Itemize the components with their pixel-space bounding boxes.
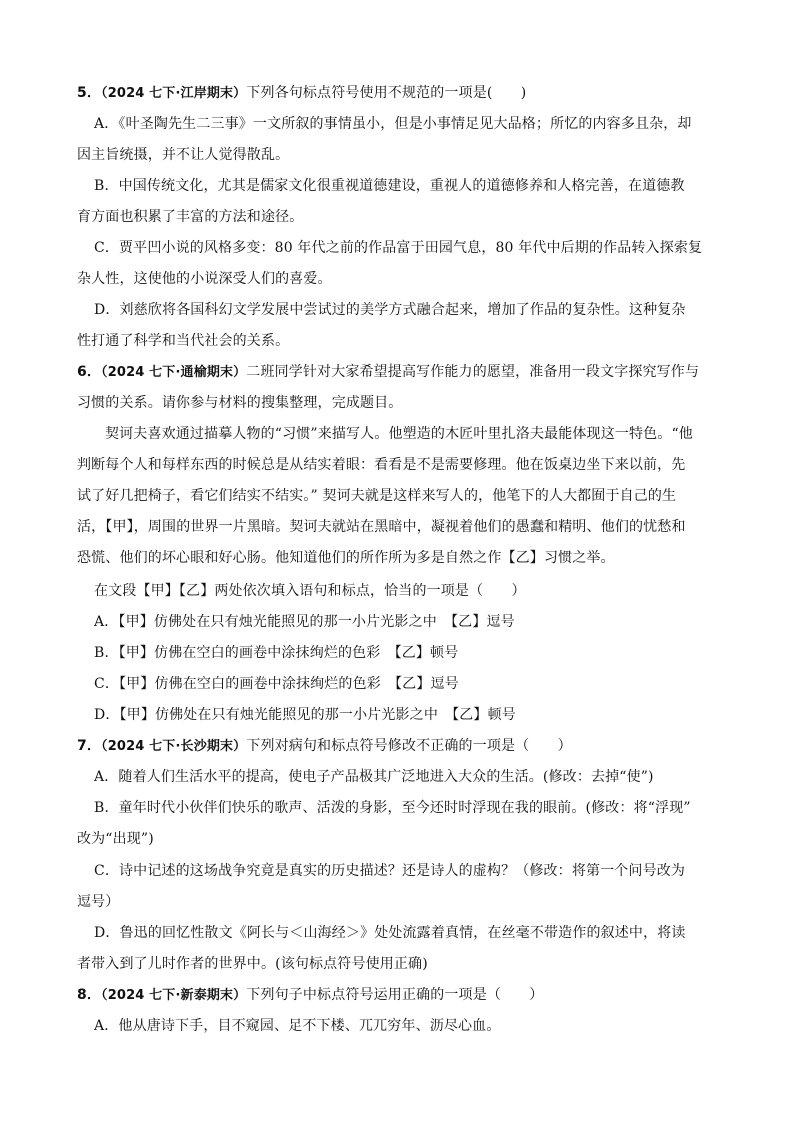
option-text: 《叶圣陶先生二三事》一文所叙的事情虽小，但是小事情足见大品格；所忆的内容多且杂，却 bbox=[118, 116, 692, 132]
question-number: 6． bbox=[77, 364, 102, 380]
option-text: 中国传统文化，尤其是儒家文化很重视道德建设，重视人的道德修养和人格完善，在道德教 bbox=[118, 178, 685, 194]
option-label: C． bbox=[94, 863, 120, 879]
option-text: 【甲】仿佛处在只有烛光能照见的那一小片光影之中 【乙】逗号 bbox=[118, 614, 515, 630]
passage-line-4: 活，【甲】，周围的世界一片黑暗。契诃夫就站在黑暗中，凝视着他们的愚蠢和精明、他们的忧愁和 bbox=[77, 519, 686, 535]
sub-question-stem: 在文段【甲】【乙】两处依次填入语句和标点，恰当的一项是（ ） bbox=[94, 583, 526, 599]
option-c bbox=[94, 675, 459, 693]
question-number: 5． bbox=[77, 85, 102, 101]
option-d-line-1 bbox=[94, 924, 686, 942]
option-a-line-1 bbox=[94, 115, 692, 133]
option-text: 诗中记述的这场战争究竟是真实的历史描述？还是诗人的虚构？（修改：将第一个问号改为 bbox=[119, 863, 686, 879]
option-label: D． bbox=[94, 302, 120, 318]
option-text: 刘慈欣将各国科幻文学发展中尝试过的美学方式融合起来，增加了作品的复杂性。这种复杂 bbox=[119, 302, 686, 318]
option-label: A． bbox=[94, 614, 119, 630]
option-a bbox=[94, 613, 515, 631]
question-5-header bbox=[77, 84, 526, 103]
option-label: A． bbox=[94, 116, 119, 132]
option-b bbox=[94, 644, 458, 662]
question-6-header bbox=[77, 363, 699, 382]
option-label: B． bbox=[94, 645, 119, 661]
option-label: B． bbox=[94, 800, 119, 816]
question-stem: 二班同学针对大家希望提高写作能力的愿望，准备用一段文字探究写作与 bbox=[246, 364, 700, 380]
option-label: D． bbox=[94, 707, 120, 723]
option-a-line-2: 因主旨统摄，并不让人觉得散乱。 bbox=[77, 147, 290, 163]
passage-line-3: 试了好几把椅子，看它们结实不结实。” 契诃夫就是这样来写人的，他笔下的人大都囿于自己的生 bbox=[77, 488, 677, 504]
option-text: 【甲】仿佛在空白的画卷中涂抹绚烂的色彩 【乙】顿号 bbox=[118, 645, 459, 661]
option-b-line-2: 改为“出现”) bbox=[77, 831, 154, 847]
option-d-line-2: 性打通了科学和当代社会的关系。 bbox=[77, 333, 290, 349]
question-number: 7． bbox=[77, 738, 102, 754]
question-source: （2024 七下·长沙期末） bbox=[101, 739, 247, 754]
option-text: 【甲】仿佛处在只有烛光能照见的那一小片光影之中 【乙】顿号 bbox=[119, 707, 516, 723]
option-label: A． bbox=[94, 1018, 119, 1034]
option-b-line-2: 育方面也积累了丰富的方法和途径。 bbox=[77, 209, 304, 225]
option-text: 鲁迅的回忆性散文《阿长与＜山海经＞》处处流露着真情，在丝毫不带造作的叙述中，将读 bbox=[119, 925, 686, 941]
passage-line-1: 契诃夫喜欢通过描摹人物的“习惯”来描写人。他塑造的木匠叶里扎洛夫最能体现这一特色。“他 bbox=[105, 426, 693, 442]
option-text: 他从唐诗下手，目不窥园、足不下楼、兀兀穷年、沥尽心血。 bbox=[118, 1018, 501, 1034]
question-stem-line-2: 习惯的关系。请你参与材料的搜集整理，完成题目。 bbox=[77, 395, 403, 411]
question-stem: 下列句子中标点符号运用正确的一项是（ ） bbox=[246, 987, 544, 1003]
passage-line-2: 判断每个人和每样东西的时候总是从结实着眼：看看是不是需要修理。他在饭桌边坐下来以前，先 bbox=[77, 457, 686, 473]
option-label: B． bbox=[94, 178, 119, 194]
question-stem: 下列各句标点符号使用不规范的一项是( ) bbox=[246, 85, 527, 101]
option-d-line-1 bbox=[94, 301, 686, 319]
passage-line-5: 恐慌、他们的坏心眼和好心肠。他知道他们的所作所为多是自然之作【乙】习惯之举。 bbox=[77, 550, 615, 566]
question-7-header bbox=[77, 737, 572, 756]
question-stem: 下列对病句和标点符号修改不正确的一项是（ ） bbox=[246, 738, 572, 754]
option-c-line-1 bbox=[94, 239, 702, 257]
option-label: C． bbox=[94, 240, 120, 256]
option-c-line-2: 逗号） bbox=[77, 894, 120, 910]
option-text: 【甲】仿佛在空白的画卷中涂抹绚烂的色彩 【乙】逗号 bbox=[119, 676, 459, 692]
option-c-line-2: 杂人性，这使他的小说深受人们的喜爱。 bbox=[77, 271, 332, 287]
question-source: （2024 七下·新泰期末） bbox=[101, 988, 247, 1003]
option-b-line-1 bbox=[94, 177, 685, 195]
option-d-line-2: 者带入到了儿时作者的世界中。(该句标点符号使用正确) bbox=[77, 956, 428, 972]
question-source: （2024 七下·江岸期末） bbox=[101, 86, 247, 101]
option-label: D． bbox=[94, 925, 120, 941]
option-b-line-1 bbox=[94, 799, 691, 817]
question-8-header bbox=[77, 986, 543, 1005]
option-a-line-1 bbox=[94, 768, 654, 786]
option-c-line-1 bbox=[94, 862, 685, 880]
option-a-line-1 bbox=[94, 1017, 500, 1035]
option-text: 贾平凹小说的风格多变：80 年代之前的作品富于田园气息，80 年代中后期的作品转入探索复 bbox=[119, 240, 703, 256]
option-label: A． bbox=[94, 769, 119, 785]
option-label: C． bbox=[94, 676, 120, 692]
question-source: （2024 七下·通榆期末） bbox=[101, 365, 247, 380]
option-text: 随着人们生活水平的提高，使电子产品极其广泛地进入大众的生活。(修改：去掉“使”) bbox=[118, 769, 654, 785]
option-d bbox=[94, 706, 516, 724]
question-number: 8． bbox=[77, 987, 102, 1003]
option-text: 童年时代小伙伴们快乐的歌声、活泼的身影，至今还时时浮现在我的眼前。(修改：将“浮现” bbox=[118, 800, 691, 816]
